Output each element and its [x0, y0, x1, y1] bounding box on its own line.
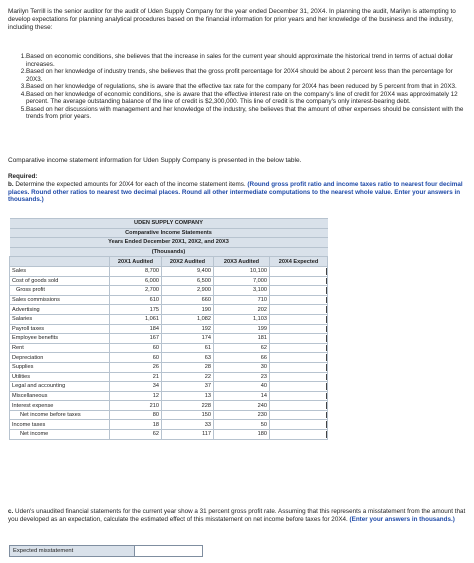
expected-20x4-input[interactable] — [270, 295, 328, 305]
cell-value-v2: 13 — [162, 391, 214, 401]
table-row — [10, 314, 328, 324]
col-header-20x2: 20X2 Audited — [162, 257, 214, 267]
expected-20x4-input[interactable] — [270, 286, 328, 296]
part-c-text: Uden's unaudited financial statements for the current year show a 31 percent gross profit rate. Assuming that this represents a misstatement from the amount that you developed as an expectation, calculate the estimated effect of this misstatement on net income before taxes for 20X4. — [8, 508, 466, 523]
expected-misstatement-input[interactable] — [134, 546, 202, 556]
row-label: Income taxes — [10, 420, 110, 430]
expected-20x4-input[interactable] — [270, 266, 328, 276]
cell-value-v1: 2,700 — [110, 286, 162, 296]
part-b-prefix: b. — [8, 180, 14, 188]
cell-value-v2: 174 — [162, 334, 214, 344]
expected-20x4-input[interactable] — [270, 305, 328, 315]
part-b-text: Determine the expected amounts for 20X4 for each of the income statement items. — [15, 180, 246, 188]
cell-value-v1: 210 — [110, 401, 162, 411]
cell-value-v1: 21 — [110, 372, 162, 382]
col-header-20x4: 20X4 Expected — [270, 257, 328, 267]
cell-value-v2: 192 — [162, 324, 214, 334]
expected-20x4-input[interactable] — [270, 276, 328, 286]
expected-20x4-input[interactable] — [270, 420, 328, 430]
cell-value-v1: 6,000 — [110, 276, 162, 286]
row-label: Net income before taxes — [10, 410, 110, 420]
row-label: Employee benefits — [10, 334, 110, 344]
part-b-instructions: (Round gross profit ratio and income taxes ratio to nearest four decimal places. Round other ratios to nearest two decimal places. Round all other intermediate computations to the nearest whole value. Enter your answers in thousands.) — [8, 180, 463, 204]
expected-20x4-input[interactable] — [270, 362, 328, 372]
row-label: Payroll taxes — [10, 324, 110, 334]
cell-value-v1: 26 — [110, 362, 162, 372]
cell-value-v3: 230 — [214, 410, 270, 420]
table-row — [10, 334, 328, 344]
cell-value-v3: 181 — [214, 334, 270, 344]
cell-value-v3: 23 — [214, 372, 270, 382]
assumption-item — [18, 53, 464, 68]
required-section — [8, 173, 466, 204]
expected-20x4-input[interactable] — [270, 343, 328, 353]
col-header-20x1: 20X1 Audited — [110, 257, 162, 267]
row-label: Cost of goods sold — [10, 276, 110, 286]
table-row — [10, 286, 328, 296]
table-row — [10, 353, 328, 363]
cell-value-v2: 6,500 — [162, 276, 214, 286]
table-company: UDEN SUPPLY COMPANY — [10, 219, 328, 229]
row-label: Miscellaneous — [10, 391, 110, 401]
row-label: Salaries — [10, 314, 110, 324]
cell-value-v3: 3,100 — [214, 286, 270, 296]
comparative-text: Comparative income statement information for Uden Supply Company is presented in the below table. — [8, 157, 302, 164]
expected-20x4-input[interactable] — [270, 334, 328, 344]
assumption-item — [18, 106, 464, 121]
assumption-item — [18, 91, 464, 106]
assumption-number: 1. — [20, 53, 26, 60]
row-label: Sales commissions — [10, 295, 110, 305]
table-row — [10, 324, 328, 334]
cell-value-v2: 22 — [162, 372, 214, 382]
table-row — [10, 410, 328, 420]
cell-value-v2: 61 — [162, 343, 214, 353]
cell-value-v1: 184 — [110, 324, 162, 334]
table-row — [10, 382, 328, 392]
cell-value-v3: 40 — [214, 382, 270, 392]
row-label: Utilities — [10, 372, 110, 382]
part-c-instructions: (Enter your answers in thousands.) — [349, 516, 455, 523]
cell-value-v3: 30 — [214, 362, 270, 372]
cell-value-v2: 150 — [162, 410, 214, 420]
expected-misstatement-label: Expected misstatement — [10, 546, 134, 556]
intro-paragraph: Marilyn Terrill is the senior auditor for the audit of Uden Supply Company for the year ended December 31, 20X4. In planning the audit, Marilyn is attempting to develop expectations for planning analytical procedures based on the financial information for prior years and her knowledge of the business and the industry, including these: — [8, 8, 456, 31]
row-label: Depreciation — [10, 353, 110, 363]
expected-20x4-input[interactable] — [270, 382, 328, 392]
row-label: Interest expense — [10, 401, 110, 411]
table-years: Years Ended December 20X1, 20X2, and 20X3 — [10, 238, 328, 248]
required-label: Required: — [8, 173, 38, 180]
cell-value-v1: 167 — [110, 334, 162, 344]
table-row — [10, 362, 328, 372]
row-label: Advertising — [10, 305, 110, 315]
expected-misstatement-row — [9, 545, 203, 557]
cell-value-v3: 240 — [214, 401, 270, 411]
row-label: Sales — [10, 266, 110, 276]
cell-value-v2: 28 — [162, 362, 214, 372]
cell-value-v3: 62 — [214, 343, 270, 353]
table-row — [10, 372, 328, 382]
cell-value-v2: 190 — [162, 305, 214, 315]
cell-value-v1: 34 — [110, 382, 162, 392]
cell-value-v2: 2,900 — [162, 286, 214, 296]
cell-value-v1: 1,061 — [110, 314, 162, 324]
cell-value-v1: 80 — [110, 410, 162, 420]
table-row — [10, 401, 328, 411]
assumption-text: Based on her discussions with management and her knowledge of the industry, she believes that the amount of other expenses should be consistent with the trends from prior years. — [26, 105, 464, 120]
col-header-20x3: 20X3 Audited — [214, 257, 270, 267]
cell-value-v3: 1,103 — [214, 314, 270, 324]
income-statement-table — [9, 218, 328, 440]
table-row — [10, 430, 328, 440]
assumption-number: 5. — [20, 105, 26, 113]
part-c-prefix: c. — [8, 508, 14, 515]
row-label: Net income — [10, 430, 110, 440]
cell-value-v3: 7,000 — [214, 276, 270, 286]
assumption-text: Based on her knowledge of industry trends, she believes that the gross profit percentage for 20X4 should be about 2 percent less than the percentage for 20X3. — [26, 68, 453, 83]
assumption-text: Based on her knowledge of regulations, she is aware that the effective tax rate for the company for 20X4 has been reduced by 5 percent from that in 20X3. — [26, 83, 457, 90]
assumption-list — [18, 53, 464, 121]
cell-value-v1: 60 — [110, 343, 162, 353]
table-row — [10, 420, 328, 430]
assumption-item — [18, 83, 464, 91]
cell-value-v1: 8,700 — [110, 266, 162, 276]
expected-20x4-input[interactable] — [270, 314, 328, 324]
cell-value-v1: 175 — [110, 305, 162, 315]
row-label: Supplies — [10, 362, 110, 372]
cell-value-v2: 1,082 — [162, 314, 214, 324]
row-label: Legal and accounting — [10, 382, 110, 392]
expected-20x4-input[interactable] — [270, 401, 328, 411]
assumption-text: Based on her knowledge of economic conditions, she is aware that the effective interest rate on the company's line of credit for 20X4 was approximately 12 percent. The average outstanding balance of the line of credit is $2,300,000. This line of credit is the company's only interest-bearing debt. — [26, 90, 458, 105]
cell-value-v2: 63 — [162, 353, 214, 363]
expected-20x4-input[interactable] — [270, 410, 328, 420]
cell-value-v3: 180 — [214, 430, 270, 440]
cell-value-v3: 10,100 — [214, 266, 270, 276]
table-row — [10, 276, 328, 286]
cell-value-v1: 60 — [110, 353, 162, 363]
expected-20x4-input[interactable] — [270, 324, 328, 334]
col-header-blank — [10, 257, 110, 267]
cell-value-v2: 228 — [162, 401, 214, 411]
table-subtitle: Comparative Income Statements — [10, 228, 328, 238]
cell-value-v2: 117 — [162, 430, 214, 440]
assumption-text: Based on economic conditions, she believes that the increase in sales for the current year should approximate the historical trend in terms of actual dollar increases. — [26, 53, 454, 68]
table-units: (Thousands) — [10, 247, 328, 257]
part-c-section — [8, 508, 466, 524]
cell-value-v3: 50 — [214, 420, 270, 430]
cell-value-v3: 66 — [214, 353, 270, 363]
cell-value-v2: 660 — [162, 295, 214, 305]
cell-value-v3: 202 — [214, 305, 270, 315]
expected-20x4-input[interactable] — [270, 372, 328, 382]
cell-value-v2: 37 — [162, 382, 214, 392]
assumption-number: 4. — [20, 90, 26, 98]
assumption-number: 3. — [20, 83, 26, 90]
table-row — [10, 266, 328, 276]
cell-value-v2: 33 — [162, 420, 214, 430]
cell-value-v1: 18 — [110, 420, 162, 430]
table-row — [10, 391, 328, 401]
cell-value-v3: 710 — [214, 295, 270, 305]
cell-value-v3: 14 — [214, 391, 270, 401]
cell-value-v1: 62 — [110, 430, 162, 440]
table-row — [10, 295, 328, 305]
cell-value-v1: 12 — [110, 391, 162, 401]
cell-value-v3: 199 — [214, 324, 270, 334]
row-label: Rent — [10, 343, 110, 353]
cell-value-v1: 610 — [110, 295, 162, 305]
table-row — [10, 305, 328, 315]
expected-20x4-input[interactable] — [270, 430, 328, 440]
assumption-number: 2. — [20, 68, 26, 75]
assumption-item — [18, 68, 464, 83]
cell-value-v2: 9,400 — [162, 266, 214, 276]
table-row — [10, 343, 328, 353]
expected-20x4-input[interactable] — [270, 391, 328, 401]
expected-20x4-input[interactable] — [270, 353, 328, 363]
row-label: Gross profit — [10, 286, 110, 296]
